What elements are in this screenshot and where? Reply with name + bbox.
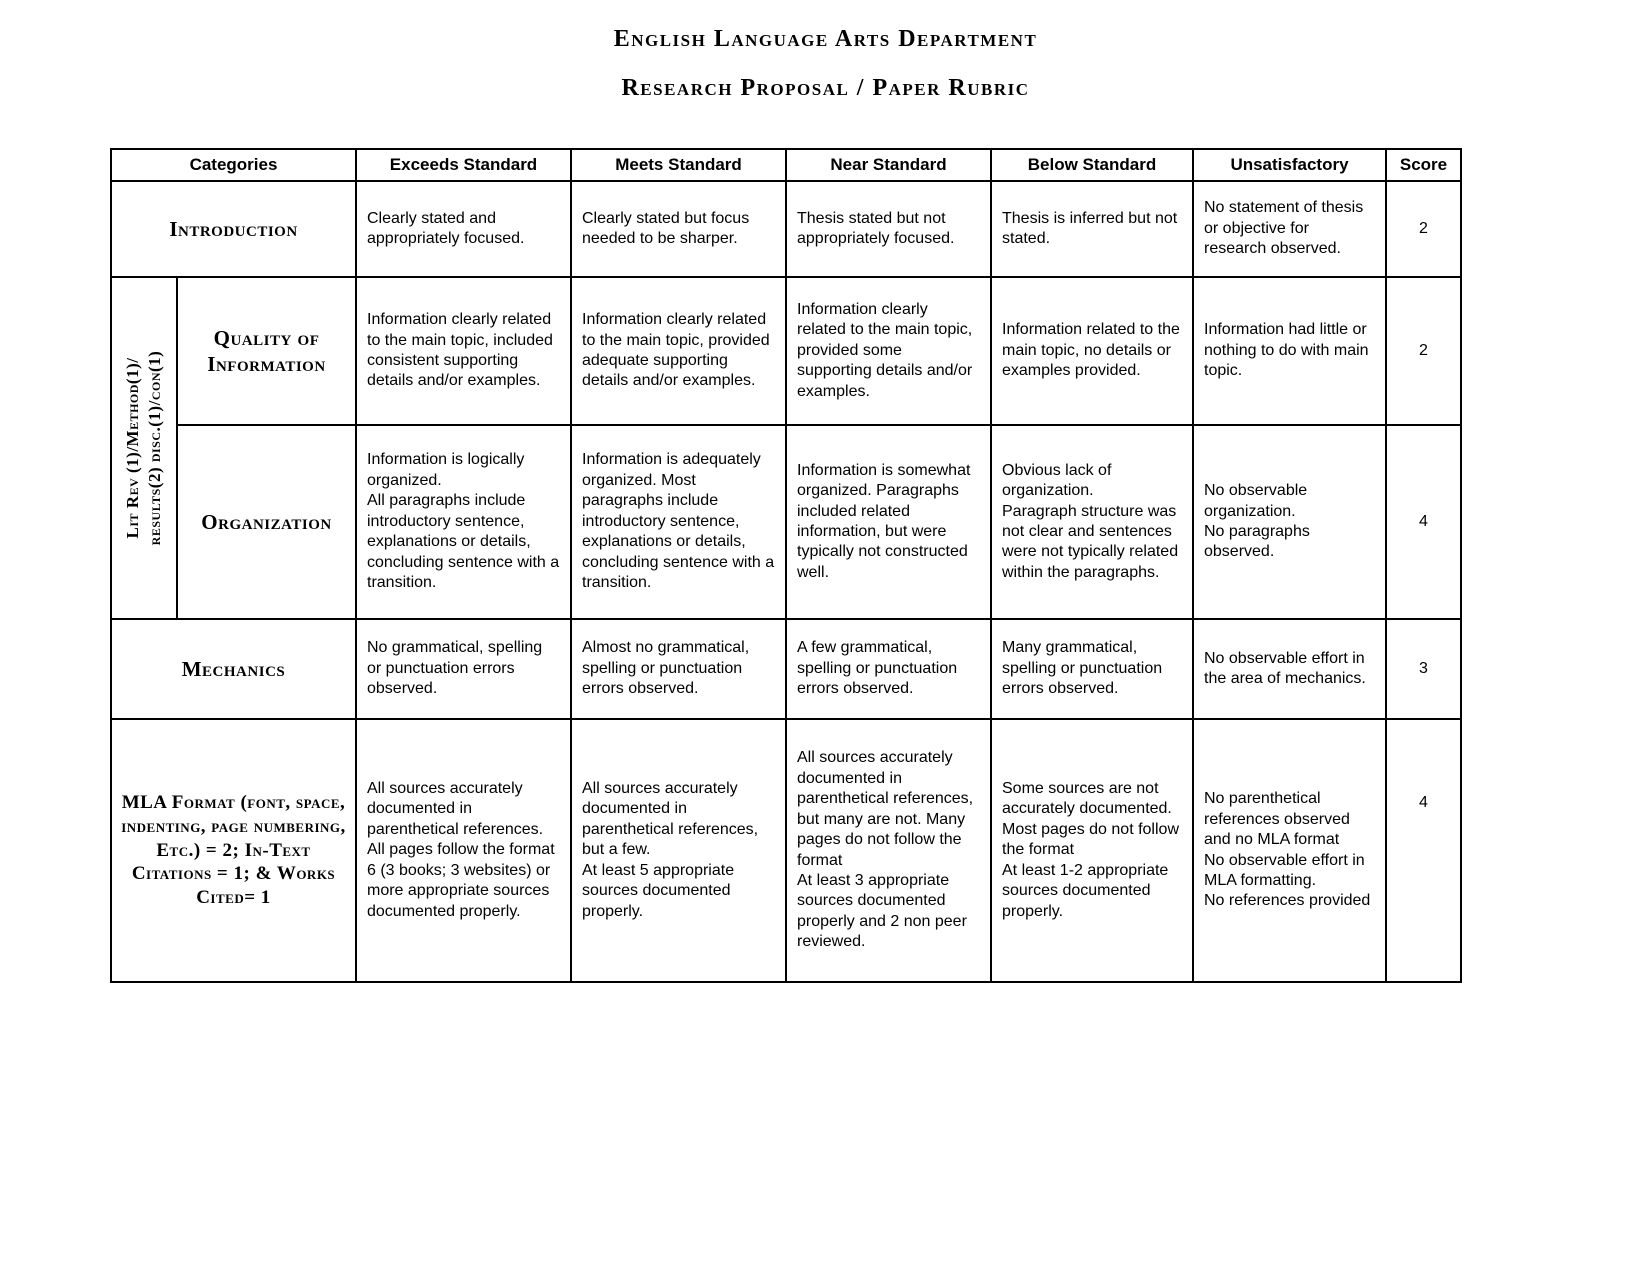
category-mechanics: Mechanics <box>111 619 356 719</box>
header-row <box>111 149 1461 181</box>
cell-organization-meets: Information is adequately organized. Most paragraphs include introductory sentence, explanations or details, concluding sentence with a transition. <box>571 425 786 619</box>
cell-mechanics-below: Many grammatical, spelling or punctuation errors observed. <box>991 619 1193 719</box>
cell-quality-below: Information related to the main topic, no details or examples provided. <box>991 277 1193 425</box>
category-organization: Organization <box>177 425 356 619</box>
cell-quality-meets: Information clearly related to the main topic, provided adequate supporting details and/or examples. <box>571 277 786 425</box>
category-quality-of-information: Quality of Information <box>177 277 356 425</box>
col-header-meets-standard: Meets Standard <box>571 149 786 181</box>
page-title: English Language Arts Department <box>613 26 1038 52</box>
col-header-score: Score <box>1386 149 1461 181</box>
col-header-categories: Categories <box>111 149 356 181</box>
cell-quality-near: Information clearly related to the main topic, provided some supporting details and/or examples. <box>786 277 991 425</box>
page-subtitle: Research Proposal / Paper Rubric <box>621 75 1030 101</box>
col-header-unsatisfactory: Unsatisfactory <box>1193 149 1386 181</box>
row-quality-of-information <box>111 277 1461 425</box>
cell-quality-exceeds: Information clearly related to the main topic, included consistent supporting details and/or examples. <box>356 277 571 425</box>
cell-introduction-near: Thesis stated but not appropriately focused. <box>786 181 991 277</box>
category-introduction: Introduction <box>111 181 356 277</box>
score-quality: 2 <box>1386 277 1461 425</box>
cell-mechanics-near: A few grammatical, spelling or punctuation errors observed. <box>786 619 991 719</box>
cell-mechanics-unsatisfactory: No observable effort in the area of mechanics. <box>1193 619 1386 719</box>
cell-mechanics-exceeds: No grammatical, spelling or punctuation errors observed. <box>356 619 571 719</box>
side-label-cell <box>111 277 177 619</box>
row-introduction <box>111 181 1461 277</box>
row-organization <box>111 425 1461 619</box>
score-mla-format: 4 <box>1386 719 1461 982</box>
cell-introduction-unsatisfactory: No statement of thesis or objective for research observed. <box>1193 181 1386 277</box>
cell-organization-below: Obvious lack of organization. Paragraph structure was not clear and sentences were not typically related within the paragraphs. <box>991 425 1193 619</box>
col-header-near-standard: Near Standard <box>786 149 991 181</box>
cell-mla-near: All sources accurately documented in parenthetical references, but many are not. Many pages do not follow the format At least 3 appropriate sources documented properly and 2 non peer reviewed. <box>786 719 991 982</box>
col-header-below-standard: Below Standard <box>991 149 1193 181</box>
cell-quality-unsatisfactory: Information had little or nothing to do with main topic. <box>1193 277 1386 425</box>
cell-mla-exceeds: All sources accurately documented in parenthetical references. All pages follow the format 6 (3 books; 3 websites) or more appropriate sources documented properly. <box>356 719 571 982</box>
col-header-exceeds-standard: Exceeds Standard <box>356 149 571 181</box>
side-label <box>122 351 166 546</box>
row-mechanics <box>111 619 1461 719</box>
row-mla-format <box>111 719 1461 982</box>
side-label-line-1: Lit Rev (1)/Method(1)/ <box>122 357 142 539</box>
document-header <box>0 0 1651 102</box>
cell-mechanics-meets: Almost no grammatical, spelling or punctuation errors observed. <box>571 619 786 719</box>
cell-organization-near: Information is somewhat organized. Paragraphs included related information, but were typically not constructed well. <box>786 425 991 619</box>
side-label-line-2: results(2) disc.(1)/con(1) <box>145 350 164 546</box>
cell-mla-below: Some sources are not accurately documented. Most pages do not follow the format At least 1-2 appropriate sources documented properly. <box>991 719 1193 982</box>
score-mechanics: 3 <box>1386 619 1461 719</box>
category-mla-format: MLA Format (font, space, indenting, page numbering, Etc.) = 2; In-Text Citations = 1; & Works Cited= 1 <box>111 719 356 982</box>
cell-introduction-exceeds: Clearly stated and appropriately focused. <box>356 181 571 277</box>
cell-mla-unsatisfactory: No parenthetical references observed and no MLA format No observable effort in MLA formatting. No references provided <box>1193 719 1386 982</box>
rubric-table <box>110 148 1462 983</box>
score-introduction: 2 <box>1386 181 1461 277</box>
cell-organization-exceeds: Information is logically organized. All paragraphs include introductory sentence, explanations or details, concluding sentence with a transition. <box>356 425 571 619</box>
cell-introduction-below: Thesis is inferred but not stated. <box>991 181 1193 277</box>
cell-organization-unsatisfactory: No observable organization. No paragraphs observed. <box>1193 425 1386 619</box>
cell-mla-meets: All sources accurately documented in parenthetical references, but a few. At least 5 appropriate sources documented properly. <box>571 719 786 982</box>
score-organization: 4 <box>1386 425 1461 619</box>
cell-introduction-meets: Clearly stated but focus needed to be sharper. <box>571 181 786 277</box>
